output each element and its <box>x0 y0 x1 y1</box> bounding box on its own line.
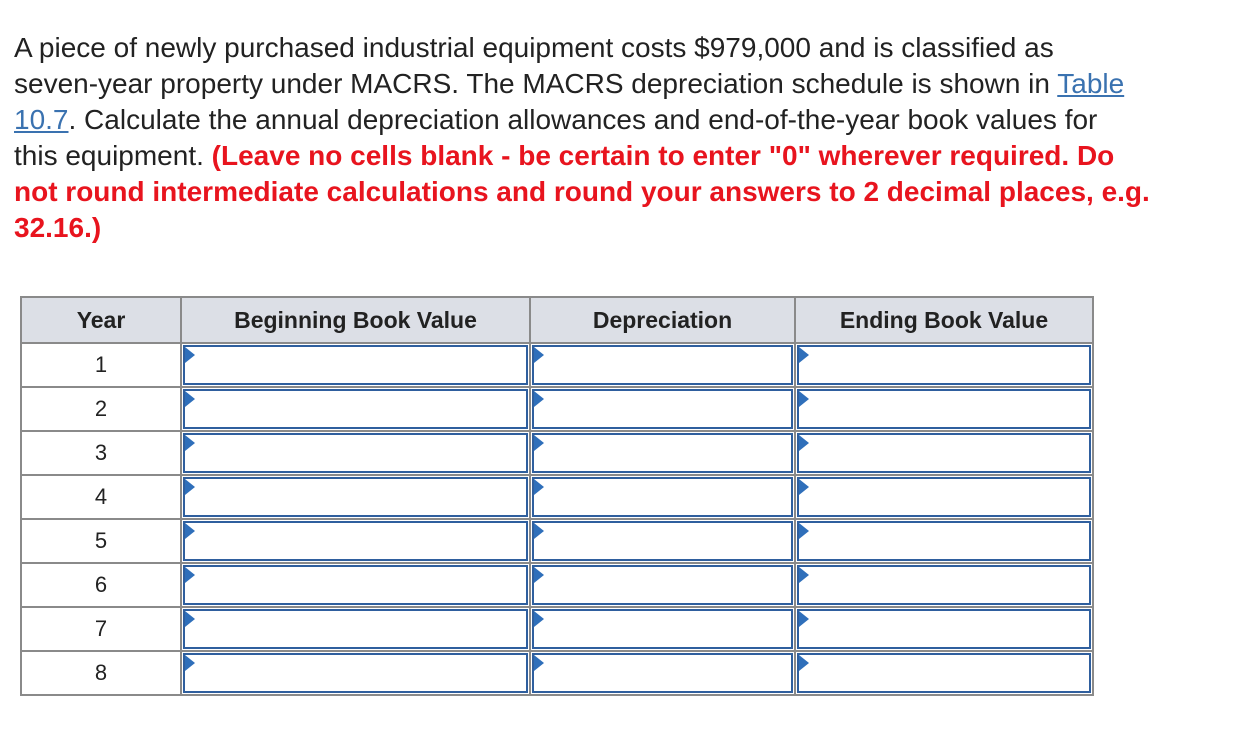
year-cell: 8 <box>21 651 181 695</box>
beginning-book-value-cell <box>181 475 530 519</box>
ending-book-value-input[interactable] <box>799 655 1089 691</box>
year-cell: 7 <box>21 607 181 651</box>
beginning-book-value-cell <box>181 343 530 387</box>
ending-book-value-input[interactable] <box>799 523 1089 559</box>
depreciation-table <box>20 296 1094 696</box>
ending-book-value-input[interactable] <box>799 611 1089 647</box>
beginning-book-value-cell <box>181 607 530 651</box>
depreciation-input-frame <box>532 609 793 649</box>
depreciation-input[interactable] <box>534 391 791 427</box>
ending-book-value-input-frame <box>797 345 1091 385</box>
question-line-6 <box>14 210 1244 246</box>
ending-book-value-input-frame <box>797 477 1091 517</box>
depreciation-input[interactable] <box>534 347 791 383</box>
ending-book-value-cell <box>795 431 1093 475</box>
ending-book-value-input[interactable] <box>799 391 1089 427</box>
table-row <box>21 651 1093 695</box>
depreciation-cell <box>530 475 795 519</box>
ending-book-value-input-frame <box>797 653 1091 693</box>
table-row <box>21 475 1093 519</box>
question-line-1 <box>14 30 1244 66</box>
depreciation-input[interactable] <box>534 655 791 691</box>
beginning-book-value-input-frame <box>183 389 528 429</box>
header-ending-book-value: Ending Book Value <box>795 297 1093 343</box>
table-row <box>21 563 1093 607</box>
depreciation-input[interactable] <box>534 479 791 515</box>
ending-book-value-input[interactable] <box>799 567 1089 603</box>
depreciation-input-frame <box>532 653 793 693</box>
beginning-book-value-input-frame <box>183 345 528 385</box>
question-text <box>14 30 1244 246</box>
table-row <box>21 343 1093 387</box>
beginning-book-value-input[interactable] <box>185 611 526 647</box>
instruction-part-2: not round intermediate calculations and round your answers to 2 decimal places, e.g. <box>14 176 1150 207</box>
beginning-book-value-input-frame <box>183 565 528 605</box>
beginning-book-value-cell <box>181 387 530 431</box>
beginning-book-value-cell <box>181 651 530 695</box>
depreciation-cell <box>530 563 795 607</box>
year-cell: 2 <box>21 387 181 431</box>
question-line-4-text: this equipment. <box>14 140 212 171</box>
header-beginning-book-value: Beginning Book Value <box>181 297 530 343</box>
depreciation-input-frame <box>532 433 793 473</box>
question-line-3 <box>14 102 1244 138</box>
beginning-book-value-input-frame <box>183 609 528 649</box>
ending-book-value-input-frame <box>797 389 1091 429</box>
beginning-book-value-input-frame <box>183 433 528 473</box>
instruction-part-1: (Leave no cells blank - be certain to enter "0" wherever required. Do <box>211 140 1115 171</box>
depreciation-input[interactable] <box>534 435 791 471</box>
table-row <box>21 519 1093 563</box>
year-cell: 4 <box>21 475 181 519</box>
question-line-2-text: seven-year property under MACRS. The MACRS depreciation schedule is shown in <box>14 68 1058 99</box>
instruction-part-3: 32.16.) <box>14 212 102 243</box>
ending-book-value-input[interactable] <box>799 479 1089 515</box>
beginning-book-value-input[interactable] <box>185 347 526 383</box>
ending-book-value-cell <box>795 343 1093 387</box>
depreciation-cell <box>530 343 795 387</box>
depreciation-cell <box>530 519 795 563</box>
ending-book-value-cell <box>795 519 1093 563</box>
header-year: Year <box>21 297 181 343</box>
year-cell: 5 <box>21 519 181 563</box>
beginning-book-value-cell <box>181 519 530 563</box>
beginning-book-value-input[interactable] <box>185 655 526 691</box>
beginning-book-value-input[interactable] <box>185 479 526 515</box>
year-cell: 6 <box>21 563 181 607</box>
table-row <box>21 431 1093 475</box>
depreciation-input-frame <box>532 345 793 385</box>
beginning-book-value-input[interactable] <box>185 567 526 603</box>
ending-book-value-cell <box>795 475 1093 519</box>
year-cell: 1 <box>21 343 181 387</box>
table-link-part-2[interactable]: 10.7 <box>14 104 69 135</box>
beginning-book-value-input[interactable] <box>185 435 526 471</box>
table-header-row <box>21 297 1093 343</box>
table-row <box>21 387 1093 431</box>
question-line-2 <box>14 66 1244 102</box>
header-depreciation: Depreciation <box>530 297 795 343</box>
depreciation-input-frame <box>532 389 793 429</box>
table-row <box>21 607 1093 651</box>
table-body <box>21 343 1093 695</box>
year-cell: 3 <box>21 431 181 475</box>
depreciation-cell <box>530 387 795 431</box>
beginning-book-value-input-frame <box>183 521 528 561</box>
depreciation-input[interactable] <box>534 567 791 603</box>
ending-book-value-input[interactable] <box>799 435 1089 471</box>
beginning-book-value-input-frame <box>183 653 528 693</box>
depreciation-input-frame <box>532 521 793 561</box>
beginning-book-value-input[interactable] <box>185 391 526 427</box>
beginning-book-value-input[interactable] <box>185 523 526 559</box>
depreciation-input[interactable] <box>534 611 791 647</box>
ending-book-value-input-frame <box>797 521 1091 561</box>
ending-book-value-input-frame <box>797 433 1091 473</box>
depreciation-input-frame <box>532 477 793 517</box>
beginning-book-value-cell <box>181 563 530 607</box>
depreciation-cell <box>530 431 795 475</box>
depreciation-cell <box>530 607 795 651</box>
ending-book-value-input-frame <box>797 609 1091 649</box>
question-line-3-text: . Calculate the annual depreciation allowances and end-of-the-year book values for <box>68 104 1098 135</box>
ending-book-value-input-frame <box>797 565 1091 605</box>
question-line-4 <box>14 138 1244 174</box>
ending-book-value-cell <box>795 563 1093 607</box>
depreciation-input[interactable] <box>534 523 791 559</box>
table-link-part-1[interactable]: Table <box>1057 68 1125 99</box>
question-line-5 <box>14 174 1244 210</box>
ending-book-value-input[interactable] <box>799 347 1089 383</box>
ending-book-value-cell <box>795 607 1093 651</box>
beginning-book-value-cell <box>181 431 530 475</box>
question-line-1-text: A piece of newly purchased industrial equipment costs $979,000 and is classified as <box>14 32 1054 63</box>
depreciation-cell <box>530 651 795 695</box>
depreciation-input-frame <box>532 565 793 605</box>
ending-book-value-cell <box>795 387 1093 431</box>
beginning-book-value-input-frame <box>183 477 528 517</box>
ending-book-value-cell <box>795 651 1093 695</box>
